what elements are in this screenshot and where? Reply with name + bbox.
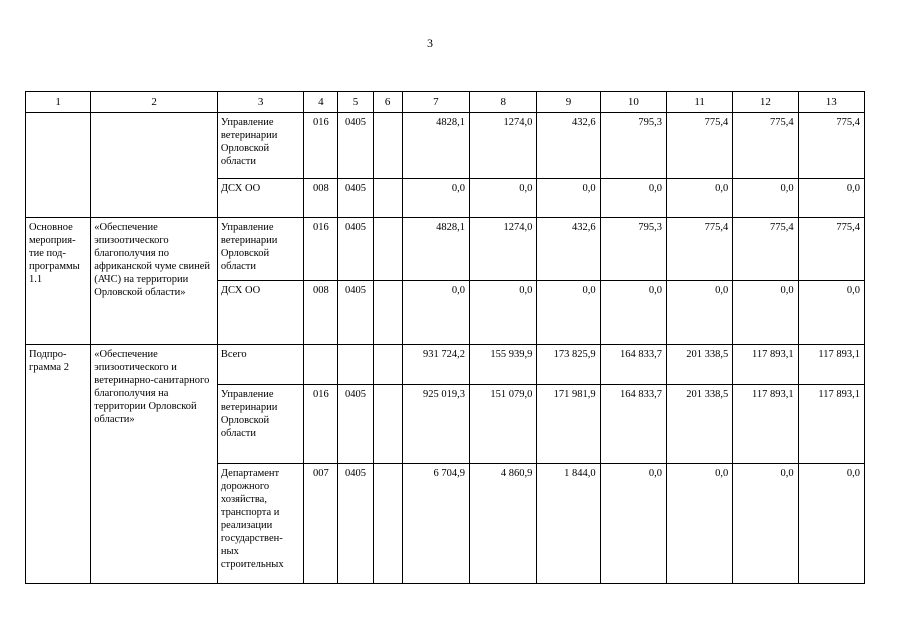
value-cell: 0,0 — [798, 179, 864, 218]
value-cell: 432,6 — [537, 218, 600, 281]
value-cell: 775,4 — [798, 113, 864, 179]
code-cell: 016 — [304, 385, 338, 464]
value-cell: 0,0 — [666, 179, 732, 218]
value-cell: 201 338,5 — [666, 345, 732, 385]
page-number: 3 — [427, 36, 433, 50]
code-cell: 016 — [304, 218, 338, 281]
section-cell: 0405 — [338, 179, 373, 218]
section-cell: 0405 — [338, 113, 373, 179]
value-cell: 775,4 — [733, 113, 798, 179]
code-cell: 008 — [304, 281, 338, 345]
value-cell: 775,4 — [666, 218, 732, 281]
table-row — [26, 345, 865, 385]
col6-cell — [373, 179, 402, 218]
value-cell: 931 724,2 — [402, 345, 469, 385]
header-cell: 13 — [798, 92, 864, 113]
col6-cell — [373, 464, 402, 584]
executor-cell: Управление ветеринарии Орловской области — [217, 113, 303, 179]
value-cell: 0,0 — [666, 464, 732, 584]
program-cell — [26, 113, 91, 218]
value-cell: 151 079,0 — [470, 385, 537, 464]
value-cell: 173 825,9 — [537, 345, 600, 385]
executor-cell: ДСХ ОО — [217, 281, 303, 345]
value-cell: 4 860,9 — [470, 464, 537, 584]
value-cell: 0,0 — [470, 179, 537, 218]
section-cell: 0405 — [338, 281, 373, 345]
value-cell: 795,3 — [600, 218, 666, 281]
code-cell — [304, 345, 338, 385]
value-cell: 0,0 — [537, 281, 600, 345]
value-cell: 164 833,7 — [600, 385, 666, 464]
code-cell: 007 — [304, 464, 338, 584]
program-cell: Основное мероприя-тие под-программы 1.1 — [26, 218, 91, 345]
value-cell: 0,0 — [798, 464, 864, 584]
value-cell: 1274,0 — [470, 218, 537, 281]
table-row — [26, 218, 865, 281]
col6-cell — [373, 281, 402, 345]
code-cell: 016 — [304, 113, 338, 179]
section-cell: 0405 — [338, 464, 373, 584]
value-cell: 0,0 — [600, 179, 666, 218]
header-cell: 5 — [338, 92, 373, 113]
code-cell: 008 — [304, 179, 338, 218]
value-cell: 117 893,1 — [733, 385, 798, 464]
value-cell: 0,0 — [402, 179, 469, 218]
col6-cell — [373, 113, 402, 179]
value-cell: 0,0 — [537, 179, 600, 218]
header-cell: 6 — [373, 92, 402, 113]
header-cell: 12 — [733, 92, 798, 113]
value-cell: 201 338,5 — [666, 385, 732, 464]
header-cell: 4 — [304, 92, 338, 113]
col6-cell — [373, 345, 402, 385]
program-name-cell — [91, 113, 218, 218]
value-cell: 6 704,9 — [402, 464, 469, 584]
value-cell: 0,0 — [798, 281, 864, 345]
value-cell: 117 893,1 — [798, 385, 864, 464]
col6-cell — [373, 385, 402, 464]
value-cell: 117 893,1 — [798, 345, 864, 385]
header-cell: 1 — [26, 92, 91, 113]
value-cell: 4828,1 — [402, 113, 469, 179]
value-cell: 155 939,9 — [470, 345, 537, 385]
header-cell: 3 — [217, 92, 303, 113]
value-cell: 432,6 — [537, 113, 600, 179]
value-cell: 0,0 — [402, 281, 469, 345]
header-cell: 9 — [537, 92, 600, 113]
value-cell: 775,4 — [798, 218, 864, 281]
value-cell: 0,0 — [470, 281, 537, 345]
value-cell: 0,0 — [733, 464, 798, 584]
program-name-cell: «Обеспечение эпизоотического благополучия по африканской чуме свиней (АЧС) на территории Орловской области» — [91, 218, 218, 345]
value-cell: 1274,0 — [470, 113, 537, 179]
header-cell: 2 — [91, 92, 218, 113]
value-cell: 0,0 — [733, 179, 798, 218]
table-row — [26, 113, 865, 179]
value-cell: 775,4 — [733, 218, 798, 281]
value-cell: 775,4 — [666, 113, 732, 179]
col6-cell — [373, 218, 402, 281]
value-cell: 0,0 — [733, 281, 798, 345]
value-cell: 4828,1 — [402, 218, 469, 281]
program-name-cell: «Обеспечение эпизоотического и ветеринарно-санитарного благополучия на территории Орловской области» — [91, 345, 218, 584]
value-cell: 117 893,1 — [733, 345, 798, 385]
value-cell: 164 833,7 — [600, 345, 666, 385]
header-cell: 10 — [600, 92, 666, 113]
header-cell: 11 — [666, 92, 732, 113]
header-cell: 8 — [470, 92, 537, 113]
executor-cell: ДСХ ОО — [217, 179, 303, 218]
value-cell: 1 844,0 — [537, 464, 600, 584]
section-cell: 0405 — [338, 385, 373, 464]
program-cell: Подпро-грамма 2 — [26, 345, 91, 584]
executor-cell: Управление ветеринарии Орловской области — [217, 218, 303, 281]
value-cell: 925 019,3 — [402, 385, 469, 464]
value-cell: 0,0 — [600, 281, 666, 345]
value-cell: 0,0 — [600, 464, 666, 584]
executor-cell: Всего — [217, 345, 303, 385]
value-cell: 171 981,9 — [537, 385, 600, 464]
section-cell — [338, 345, 373, 385]
header-row — [26, 92, 865, 113]
value-cell: 795,3 — [600, 113, 666, 179]
budget-table — [25, 91, 865, 584]
executor-cell: Управление ветеринарии Орловской области — [217, 385, 303, 464]
value-cell: 0,0 — [666, 281, 732, 345]
header-cell: 7 — [402, 92, 469, 113]
section-cell: 0405 — [338, 218, 373, 281]
executor-cell: Департамент дорожного хозяйства, транспорта и реализации государствен-ных строительных — [217, 464, 303, 584]
